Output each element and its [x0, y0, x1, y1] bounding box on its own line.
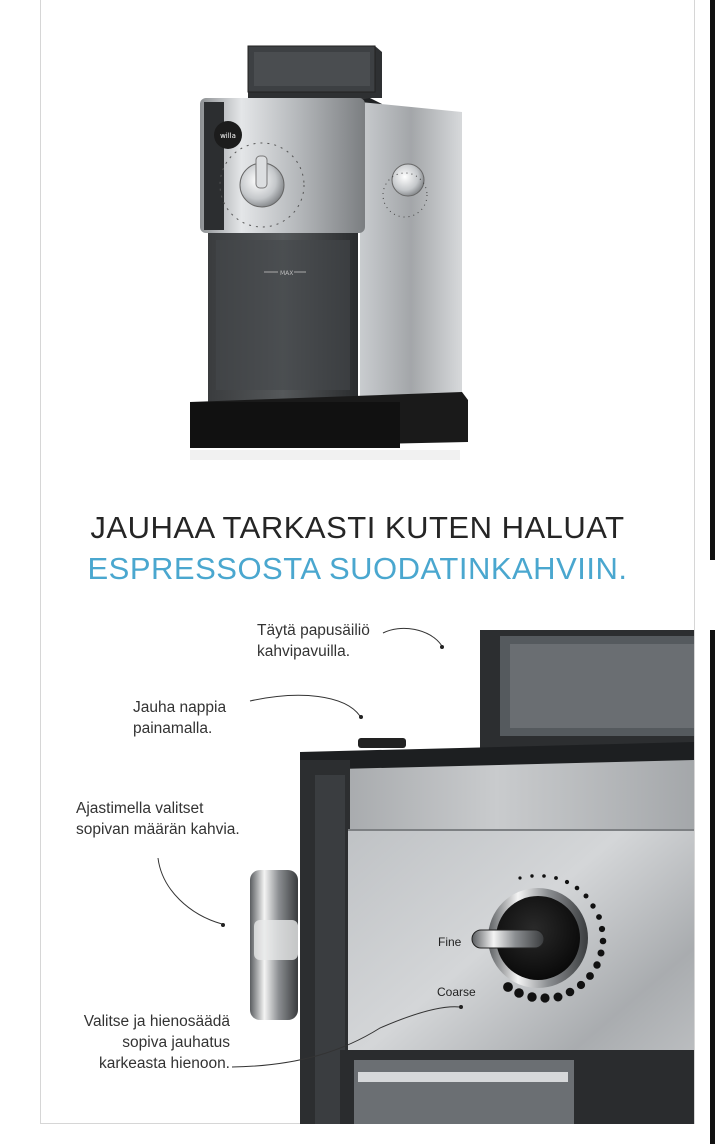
- grinder-closeup-photo: [240, 620, 694, 1124]
- callout-timer: [76, 798, 240, 840]
- max-label: MAX: [280, 270, 294, 277]
- callout-press-button-line2: painamalla.: [133, 720, 213, 737]
- callout-fill-hopper-line1: Täytä papusäiliö: [257, 622, 370, 639]
- callout-grind-select-line2: sopiva jauhatus: [122, 1034, 230, 1051]
- right-margin-bar-lower: [710, 630, 715, 1144]
- svg-text:willa: willa: [220, 132, 236, 140]
- callout-grind-select: [72, 1011, 230, 1074]
- headline-line1: JAUHAA TARKASTI KUTEN HALUAT: [90, 510, 625, 545]
- headline-line2: ESPRESSOSTA SUODATINKAHVIIN.: [87, 551, 628, 586]
- callout-press-button: [133, 697, 226, 739]
- fine-label: Fine: [438, 935, 462, 949]
- callout-grind-select-line3: karkeasta hienoon.: [99, 1055, 230, 1072]
- callout-press-button-line1: Jauha nappia: [133, 699, 227, 716]
- right-margin-bar: [710, 0, 715, 560]
- coffee-grinder-photo: [150, 40, 490, 460]
- coarse-label: Coarse: [437, 985, 476, 999]
- callout-fill-hopper-line2: kahvipavuilla.: [257, 643, 351, 660]
- callout-grind-select-line1: Valitse ja hienosäädä: [83, 1013, 230, 1030]
- callout-timer-line2: sopivan määrän kahvia.: [76, 821, 240, 838]
- callout-timer-line1: Ajastimella valitset: [76, 800, 204, 817]
- callout-fill-hopper: [257, 620, 370, 662]
